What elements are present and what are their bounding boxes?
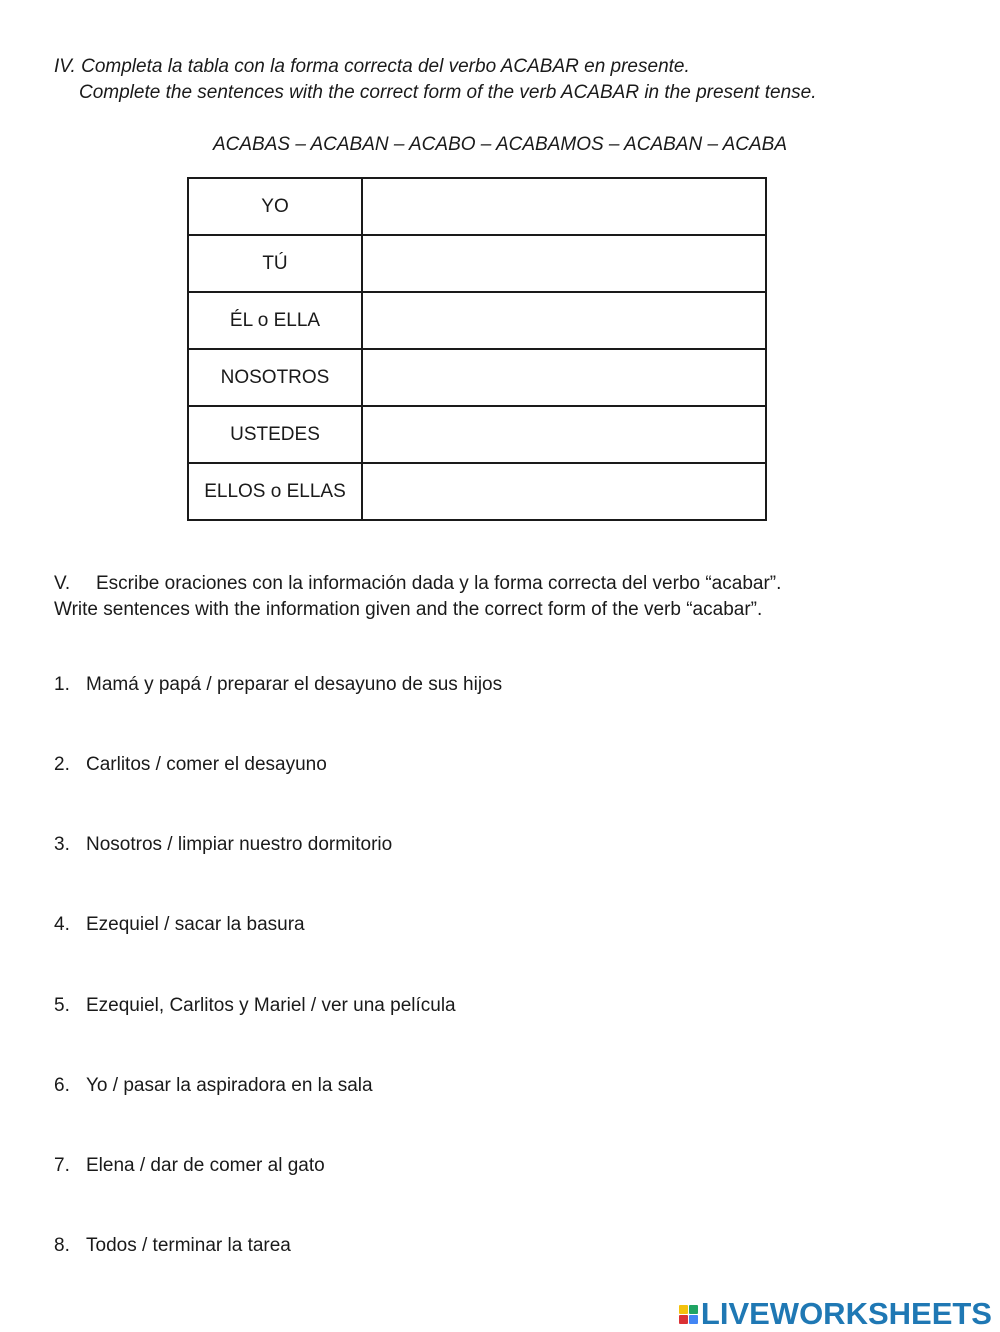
section-5-subtitle: Write sentences with the information given and the correct form of the verb “acabar”. <box>54 599 763 620</box>
list-item <box>54 672 502 698</box>
logo-square <box>689 1305 698 1314</box>
logo-text: LIVEWORKSHEETS <box>700 1296 992 1331</box>
item-text: Todos / terminar la tarea <box>86 1235 291 1256</box>
item-number: 4. <box>54 914 70 935</box>
list-item <box>54 912 305 938</box>
pronoun-cell: TÚ <box>188 235 362 292</box>
answer-cell[interactable] <box>362 463 766 520</box>
item-number: 8. <box>54 1235 70 1256</box>
pronoun-cell: ÉL o ELLA <box>188 292 362 349</box>
item-text: Elena / dar de comer al gato <box>86 1155 325 1176</box>
item-number: 2. <box>54 754 70 775</box>
liveworksheets-logo <box>679 1296 992 1332</box>
logo-square <box>679 1305 688 1314</box>
list-item <box>54 993 456 1019</box>
answer-cell[interactable] <box>362 178 766 235</box>
table-row <box>188 235 766 292</box>
answer-input-tu[interactable] <box>363 235 769 292</box>
table-row <box>188 406 766 463</box>
section-5-title <box>54 571 781 597</box>
answer-cell[interactable] <box>362 349 766 406</box>
pronoun-cell: YO <box>188 178 362 235</box>
pronoun-cell: NOSOTROS <box>188 349 362 406</box>
item-text: Yo / pasar la aspiradora en la sala <box>86 1075 373 1096</box>
answer-input-yo[interactable] <box>363 178 769 235</box>
list-item <box>54 1073 373 1099</box>
pronoun-cell: USTEDES <box>188 406 362 463</box>
pronoun-cell: ELLOS o ELLAS <box>188 463 362 520</box>
item-number: 1. <box>54 674 70 695</box>
section-5-number: V. <box>54 573 71 594</box>
table-row <box>188 178 766 235</box>
logo-mark-icon <box>679 1305 698 1324</box>
answer-input-nosotros[interactable] <box>363 349 769 406</box>
section-5-title-text: Escribe oraciones con la información dada y la forma correcta del verbo “acabar”. <box>96 573 782 594</box>
answer-input-ustedes[interactable] <box>363 406 769 463</box>
item-number: 7. <box>54 1155 70 1176</box>
logo-square <box>689 1315 698 1324</box>
item-text: Carlitos / comer el desayuno <box>86 754 327 775</box>
table-row <box>188 463 766 520</box>
section-4-subtitle: Complete the sentences with the correct form of the verb ACABAR in the present tense. <box>79 82 817 103</box>
item-number: 3. <box>54 834 70 855</box>
item-number: 6. <box>54 1075 70 1096</box>
logo-square <box>679 1315 688 1324</box>
item-text: Nosotros / limpiar nuestro dormitorio <box>86 834 393 855</box>
item-text: Ezequiel / sacar la basura <box>86 914 305 935</box>
answer-cell[interactable] <box>362 235 766 292</box>
list-item <box>54 1153 325 1179</box>
section-4-title: IV. Completa la tabla con la forma correcta del verbo ACABAR en presente. <box>54 56 690 77</box>
item-text: Mamá y papá / preparar el desayuno de sus hijos <box>86 674 503 695</box>
table-row <box>188 292 766 349</box>
list-item <box>54 1233 291 1259</box>
conjugation-table <box>187 177 767 521</box>
answer-cell[interactable] <box>362 406 766 463</box>
word-bank: ACABAS – ACABAN – ACABO – ACABAMOS – ACABAN – ACABA <box>212 134 788 155</box>
table-row <box>188 349 766 406</box>
answer-cell[interactable] <box>362 292 766 349</box>
answer-input-el-ella[interactable] <box>363 292 769 349</box>
list-item <box>54 752 327 778</box>
item-number: 5. <box>54 995 70 1016</box>
list-item <box>54 832 392 858</box>
item-text: Ezequiel, Carlitos y Mariel / ver una película <box>86 995 456 1016</box>
answer-input-ellos-ellas[interactable] <box>363 463 769 520</box>
